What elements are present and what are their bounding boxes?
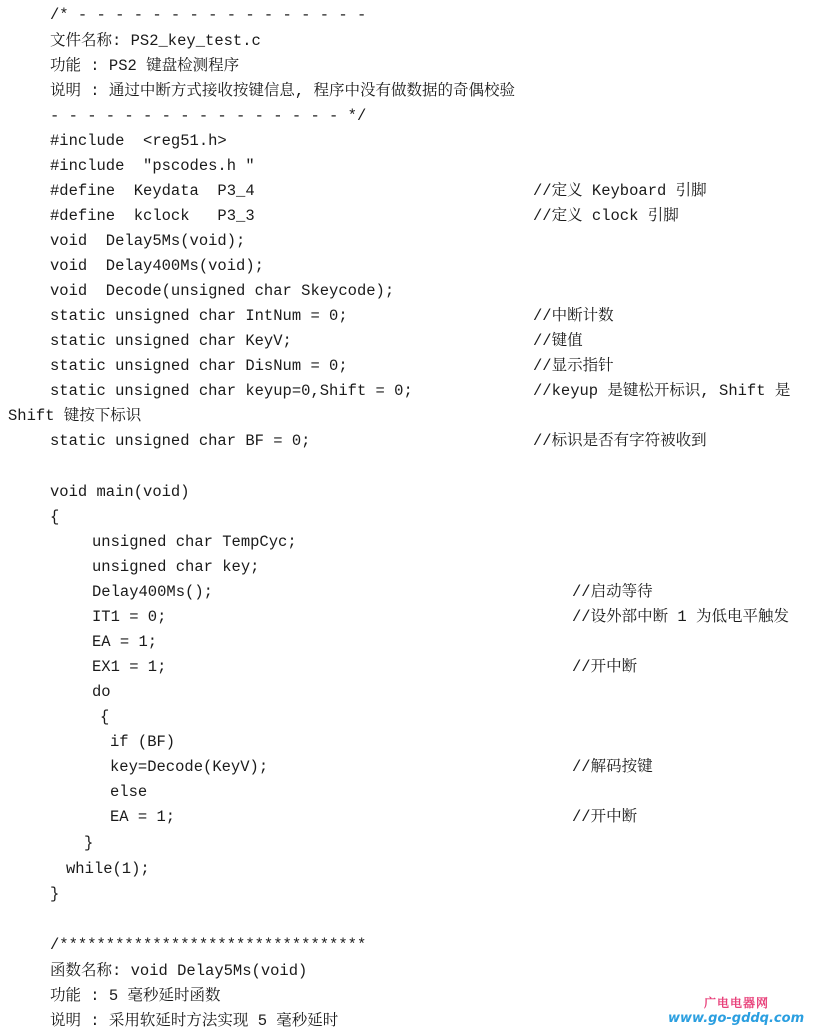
var-keyv: static unsigned char KeyV; bbox=[50, 332, 292, 350]
while-loop: while(1); bbox=[66, 860, 150, 878]
call-delay400ms: Delay400Ms(); bbox=[92, 583, 213, 601]
comment-intnum: //中断计数 bbox=[533, 307, 614, 325]
comment-enable-interrupt: //开中断 bbox=[572, 658, 638, 676]
comment-keyup-shift-wrap: Shift 键按下标识 bbox=[8, 407, 142, 425]
do-keyword: do bbox=[92, 683, 111, 701]
var-bf: static unsigned char BF = 0; bbox=[50, 432, 311, 450]
main-open-brace: { bbox=[50, 508, 60, 526]
define-keydata: #define Keydata P3_4 bbox=[50, 182, 255, 200]
comment-keyup-shift: //keyup 是键松开标识, Shift 是 bbox=[533, 382, 791, 400]
var-intnum: static unsigned char IntNum = 0; bbox=[50, 307, 348, 325]
do-open-brace: { bbox=[100, 708, 110, 726]
comment-keydata: //定义 Keyboard 引脚 bbox=[533, 182, 707, 200]
comment-block-open: /********************************* bbox=[50, 936, 367, 954]
var-tempcyc: unsigned char TempCyc; bbox=[92, 533, 297, 551]
include-reg51: #include <reg51.h> bbox=[50, 132, 227, 150]
func-purpose-line: 功能 : 5 毫秒延时函数 bbox=[50, 987, 221, 1005]
var-disnum: static unsigned char DisNum = 0; bbox=[50, 357, 348, 375]
function-line: 功能 : PS2 键盘检测程序 bbox=[50, 57, 240, 75]
set-ea: EA = 1; bbox=[92, 633, 158, 651]
comment-decode-key: //解码按键 bbox=[572, 758, 653, 776]
file-name-line: 文件名称: PS2_key_test.c bbox=[50, 32, 261, 50]
comment-kclock: //定义 clock 引脚 bbox=[533, 207, 679, 225]
include-pscodes: #include "pscodes.h " bbox=[50, 157, 255, 175]
set-ex1: EX1 = 1; bbox=[92, 658, 167, 676]
comment-it1: //设外部中断 1 为低电平触发 bbox=[572, 608, 790, 626]
else-keyword: else bbox=[110, 783, 148, 801]
main-signature: void main(void) bbox=[50, 483, 190, 501]
declare-decode: void Decode(unsigned char Skeycode); bbox=[50, 282, 395, 300]
set-ea-again: EA = 1; bbox=[110, 808, 176, 826]
description-line: 说明 : 通过中断方式接收按键信息, 程序中没有做数据的奇偶校验 bbox=[50, 82, 516, 100]
declare-delay400ms: void Delay400Ms(void); bbox=[50, 257, 264, 275]
comment-keyv: //键值 bbox=[533, 332, 583, 350]
watermark-title: 广电电器网 bbox=[704, 996, 770, 1010]
do-close-brace: } bbox=[84, 834, 94, 852]
comment-header-close: - - - - - - - - - - - - - - - - */ bbox=[50, 107, 367, 125]
main-close-brace: } bbox=[50, 885, 60, 903]
var-keyup-shift: static unsigned char keyup=0,Shift = 0; bbox=[50, 382, 413, 400]
if-bf: if (BF) bbox=[110, 733, 176, 751]
comment-disnum: //显示指针 bbox=[533, 357, 614, 375]
comment-bf: //标识是否有字符被收到 bbox=[533, 432, 707, 450]
watermark-url: www.go-gddq.com bbox=[668, 1011, 805, 1026]
declare-delay5ms: void Delay5Ms(void); bbox=[50, 232, 246, 250]
watermark-logo bbox=[668, 994, 810, 1030]
comment-header-open: /* - - - - - - - - - - - - - - - - bbox=[50, 6, 367, 24]
comment-enable-interrupt-2: //开中断 bbox=[572, 808, 638, 826]
comment-startup-wait: //启动等待 bbox=[572, 583, 653, 601]
var-key: unsigned char key; bbox=[92, 558, 260, 576]
define-kclock: #define kclock P3_3 bbox=[50, 207, 255, 225]
func-description-line: 说明 : 采用软延时方法实现 5 毫秒延时 bbox=[50, 1012, 339, 1030]
func-name-line: 函数名称: void Delay5Ms(void) bbox=[50, 962, 308, 980]
set-it1: IT1 = 0; bbox=[92, 608, 167, 626]
call-decode: key=Decode(KeyV); bbox=[110, 758, 269, 776]
